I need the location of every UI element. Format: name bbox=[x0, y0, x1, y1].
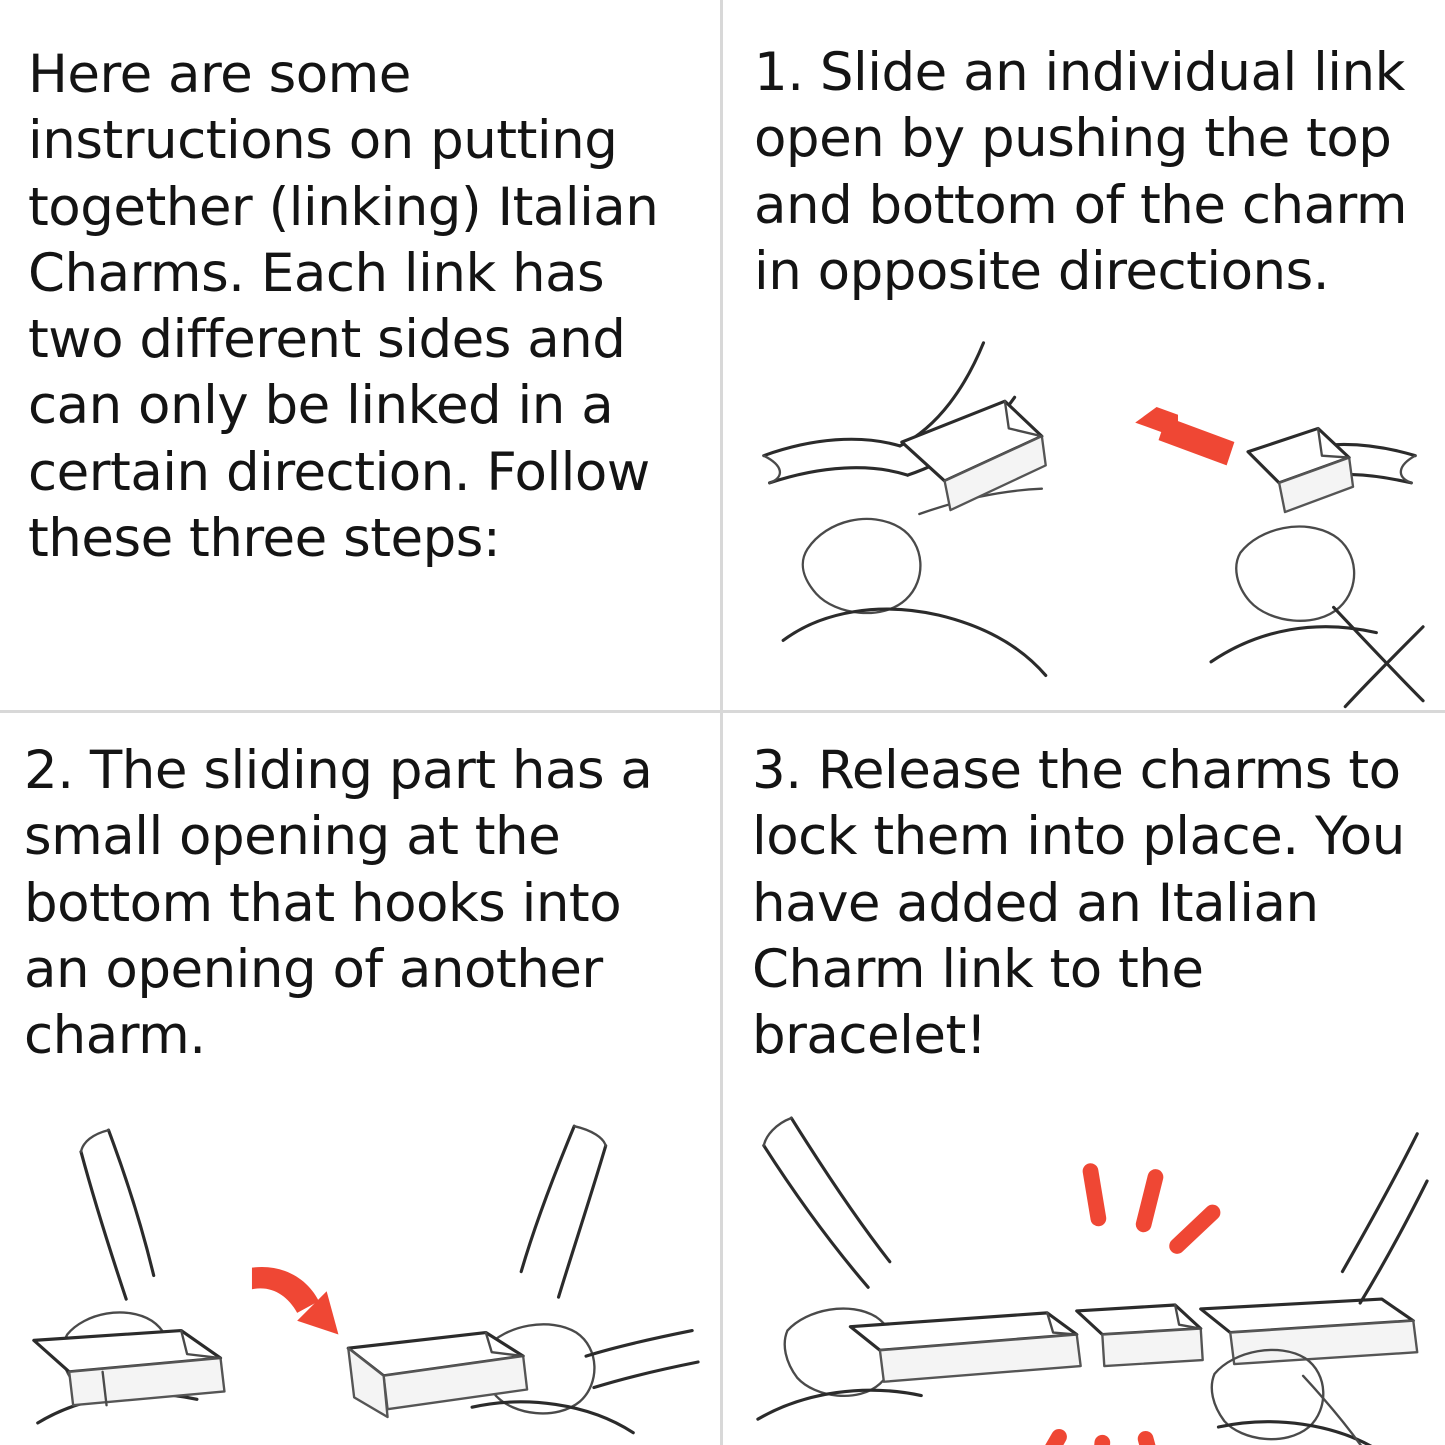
sparkle-marks-top bbox=[1091, 1171, 1213, 1246]
step-3-figure bbox=[752, 1095, 1431, 1445]
step-1-text: 1. Slide an individual link open by pushing the top and bottom of the charm in opposite directions. bbox=[754, 42, 1408, 302]
sparkle-marks-bottom bbox=[1037, 1437, 1157, 1445]
panel-step-2 bbox=[0, 710, 722, 1445]
panel-step-3 bbox=[722, 710, 1445, 1445]
step-1-figure bbox=[754, 319, 1425, 709]
panel-intro bbox=[0, 0, 722, 710]
step-2-figure bbox=[24, 1095, 702, 1445]
red-curved-arrow bbox=[252, 1267, 338, 1334]
step-2-text: 2. The sliding part has a small opening at the bottom that hooks into an opening of another charm. bbox=[24, 740, 653, 1066]
step-3-text: 3. Release the charms to lock them into place. You have added an Italian Charm link to the bracelet! bbox=[752, 740, 1405, 1066]
intro-text: Here are some instructions on putting together (linking) Italian Charms. Each link has two different sides and can only be linked in a certain direction. Follow these three steps: bbox=[28, 44, 659, 569]
fingers-hooking-charm-icon bbox=[24, 1095, 702, 1445]
panel-step-1 bbox=[722, 0, 1445, 710]
fingers-releasing-charm-icon bbox=[752, 1095, 1431, 1445]
red-arrow-left bbox=[1135, 407, 1234, 465]
fingers-sliding-link-open-icon bbox=[754, 319, 1425, 709]
